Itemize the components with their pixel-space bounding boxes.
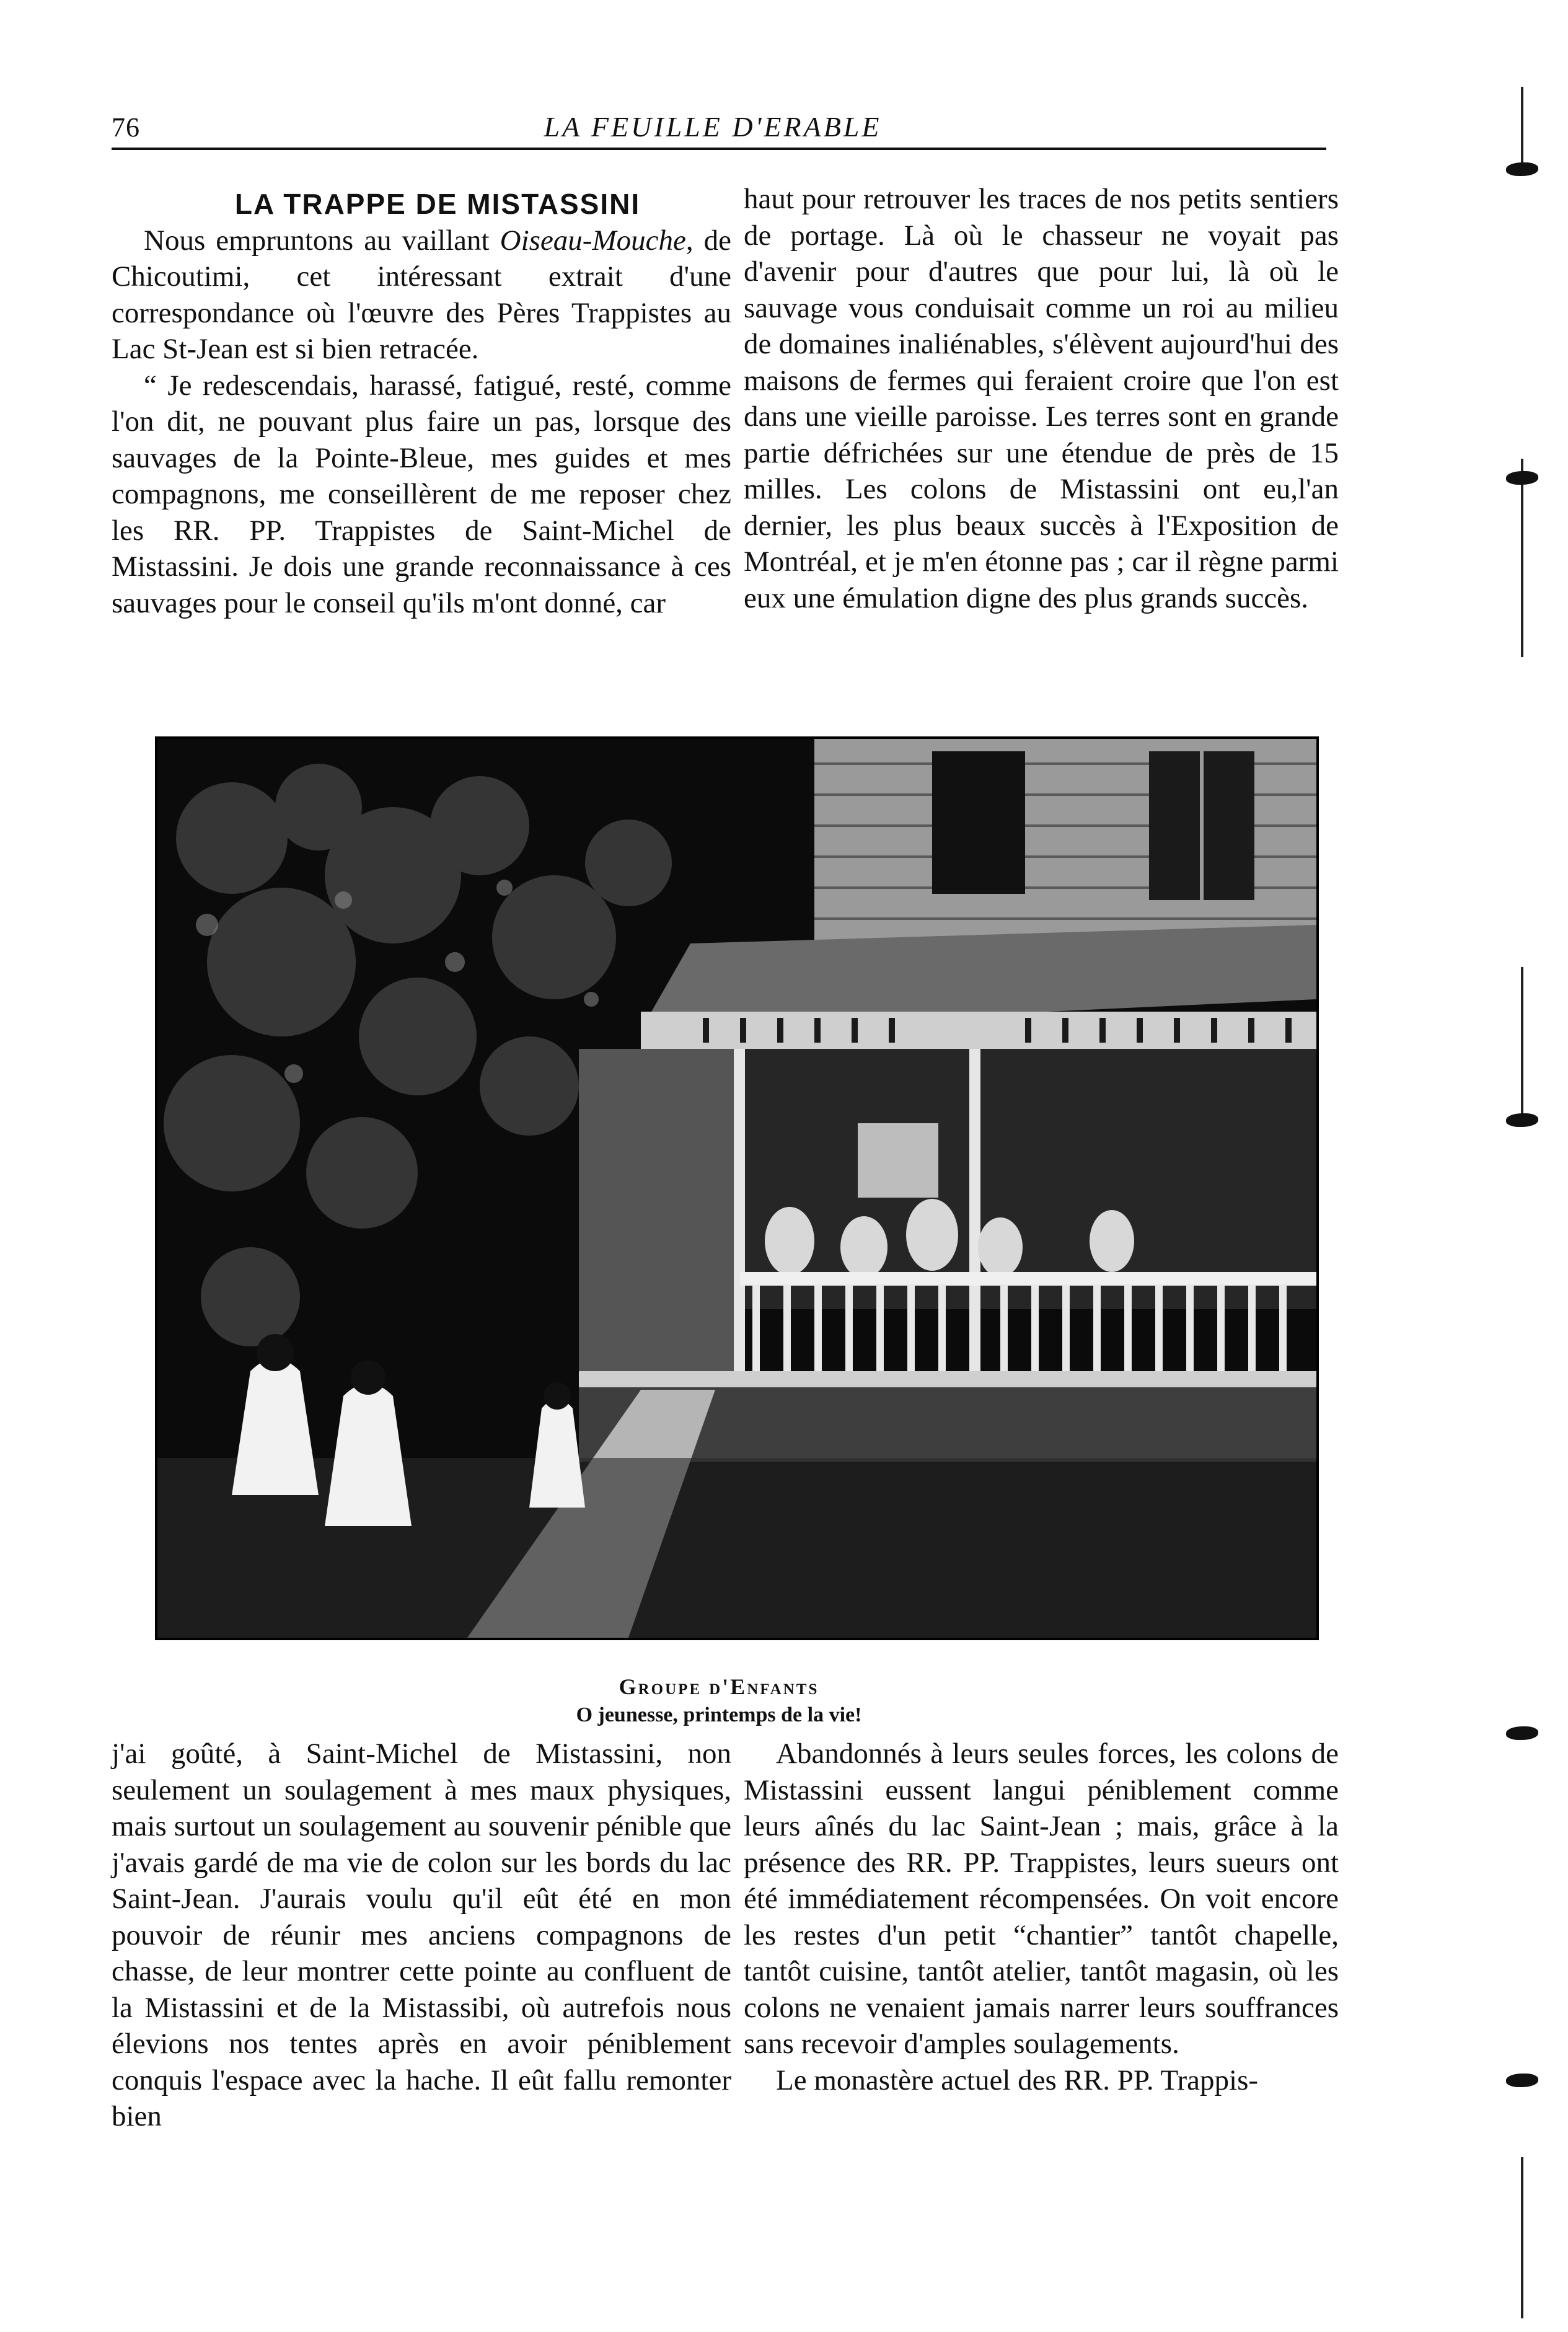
newspaper-name: Oiseau-Mouche	[500, 224, 686, 257]
house-porch-photo	[157, 739, 1316, 1638]
margin-rule-bottom	[1521, 2157, 1523, 2318]
intro-text-2: , de Chicoutimi, cet intéressant extrait d'une correspondance où l'œuvre des Pères Trappistes au Lac St-Jean est si bien retracée.	[112, 224, 731, 365]
running-title: LA FEUILLE D'ERABLE	[544, 111, 882, 143]
margin-mark	[1506, 162, 1538, 176]
margin-mark	[1506, 1726, 1538, 1740]
right-column-top	[744, 181, 1339, 616]
intro-text-1: Nous empruntons au vaillant	[144, 224, 500, 257]
article-title: LA TRAPPE DE MISTASSINI	[234, 188, 641, 220]
right-column-bottom	[744, 1736, 1339, 2098]
paragraph-right-bottom-2: Le monastère actuel des RR. PP. Trappis-	[776, 2064, 1259, 2096]
margin-mark	[1506, 2074, 1538, 2087]
margin-mark	[1506, 1113, 1538, 1127]
caption-title: Groupe d'Enfants	[619, 1674, 819, 1699]
photograph	[155, 736, 1319, 1640]
left-column-bottom	[112, 1736, 731, 2135]
intro-paragraph	[112, 223, 731, 368]
margin-rule-top	[1521, 87, 1523, 167]
margin-rule-mid	[1521, 459, 1523, 657]
margin-mark	[1506, 471, 1538, 485]
paragraph-left-bottom: j'ai goûté, à Saint-Michel de Mistassini, non seulement un soulagement à mes maux physiques, mais surtout un soulagement au souvenir pénible que j'avais gardé de ma vie de colon sur les bords du lac Saint-Jean. J'aurais voulu qu'il eût été en mon pouvoir de réunir mes anciens compagnons de chasse, de leur montrer cette pointe au confluent de la Mistassini et de la Mistassibi, où autrefois nous élevions nos tentes après en avoir péniblement conquis l'espace avec la hache. Il eût fallu remonter bien	[112, 1738, 731, 2132]
page-number: 76	[112, 112, 140, 143]
header-rule	[112, 148, 1326, 150]
caption-subtitle: O jeunesse, printemps de la vie!	[576, 1703, 862, 1726]
paragraph-right-bottom-1: Abandonnés à leurs seules forces, les colons de Mistassini eussent langui péniblement comme leurs aînés du lac Saint-Jean ; mais, grâce à la présence des RR. PP. Trappistes, leurs sueurs ont été immédiatement récompensées. On voit encore les restes d'un petit “chantier” tantôt chapelle, tantôt cuisine, tantôt atelier, tantôt magasin, où les colons ne venaient jamais narrer leurs souffrances sans recevoir d'amples soulagements.	[744, 1738, 1339, 2060]
paragraph-right-top: haut pour retrouver les traces de nos petits sentiers de portage. Là où le chasseur ne voyait pas d'avenir pour d'autres que pour lui, là où le sauvage vous conduisait comme un roi au milieu de domaines inaliénables, s'élèvent aujourd'hui des maisons de fermes qui feraient croire que l'on est dans une vieille paroisse. Les terres sont en grande partie défrichées sur une étendue de près de 15 milles. Les colons de Mistassini ont eu,l'an dernier, les plus beaux succès à l'Exposition de Montréal, et je m'en étonne pas ; car il règne parmi eux une émulation digne des plus grands succès.	[744, 183, 1339, 614]
left-column-top	[112, 186, 731, 621]
paragraph-2: “ Je redescendais, harassé, fatigué, resté, comme l'on dit, ne pouvant plus faire un pas, lorsque des sauvages de la Pointe-Bleue, mes guides et mes compagnons, me conseillèrent de me reposer chez les RR. PP. Trappistes de Saint-Michel de Mistassini. Je dois une grande reconnaissance à ces sauvages pour le conseil qu'ils m'ont donné, car	[112, 369, 731, 619]
margin-rule-lower	[1521, 967, 1523, 1116]
